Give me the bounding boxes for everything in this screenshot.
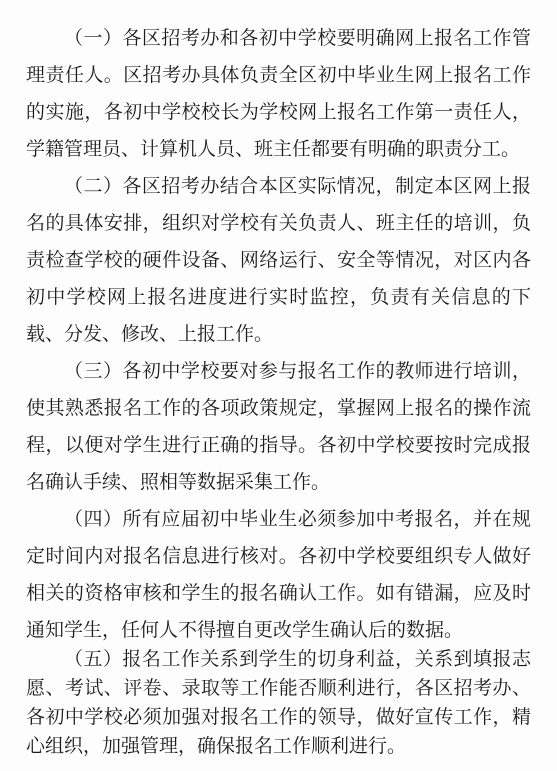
- paragraph-5-line-3: 各初中学校必须加强对报名工作的领导，做好宣传工作，精: [26, 706, 531, 728]
- paragraph-1-line-4: 学籍管理员、计算机人员、班主任都要有明确的职责分工。: [26, 138, 521, 160]
- paragraph-4-line-1: （四）所有应届初中毕业生必须参加中考报名，并在规: [64, 508, 531, 530]
- paragraph-5-line-1: （五）报名工作关系到学生的切身利益，关系到填报志: [64, 648, 531, 670]
- paragraph-3-line-3: 程，以便对学生进行正确的指导。各初中学校要按时完成报: [26, 434, 531, 456]
- paragraph-3-line-2: 使其熟悉报名工作的各项政策规定，掌握网上报名的操作流: [26, 397, 531, 419]
- paragraph-2-line-1: （二）各区招考办结合本区实际情况，制定本区网上报: [64, 175, 531, 197]
- paragraph-1-line-1: （一）各区招考办和各初中学校要明确网上报名工作管: [64, 27, 531, 49]
- paragraph-1-line-2: 理责任人。区招考办具体负责全区初中毕业生网上报名工作: [26, 64, 531, 86]
- paragraph-3-line-1: （三）各初中学校要对参与报名工作的教师进行培训，: [64, 360, 531, 382]
- paragraph-5-line-2: 愿、考试、评卷、录取等工作能否顺利进行，各区招考办、: [26, 677, 531, 699]
- paragraph-3-line-4: 名确认手续、照相等数据采集工作。: [26, 471, 331, 493]
- paragraph-2-line-2: 名的具体安排，组织对学校有关负责人、班主任的培训，负: [26, 212, 531, 234]
- paragraph-4-line-4: 通知学生，任何人不得擅自更改学生确认后的数据。: [26, 619, 464, 641]
- paragraph-4-line-3: 相关的资格审核和学生的报名确认工作。如有错漏，应及时: [26, 582, 531, 604]
- paragraph-1-line-3: 的实施，各初中学校校长为学校网上报名工作第一责任人，: [26, 101, 531, 123]
- paragraph-5-line-4: 心组织，加强管理，确保报名工作顺利进行。: [26, 735, 407, 757]
- paragraph-4-line-2: 定时间内对报名信息进行核对。各初中学校要组织专人做好: [26, 545, 531, 567]
- paragraph-2-line-4: 初中学校网上报名进度进行实时监控，负责有关信息的下: [26, 286, 531, 308]
- paragraph-2-line-5: 载、分发、修改、上报工作。: [26, 323, 274, 345]
- paragraph-2-line-3: 责检查学校的硬件设备、网络运行、安全等情况，对区内各: [26, 249, 531, 271]
